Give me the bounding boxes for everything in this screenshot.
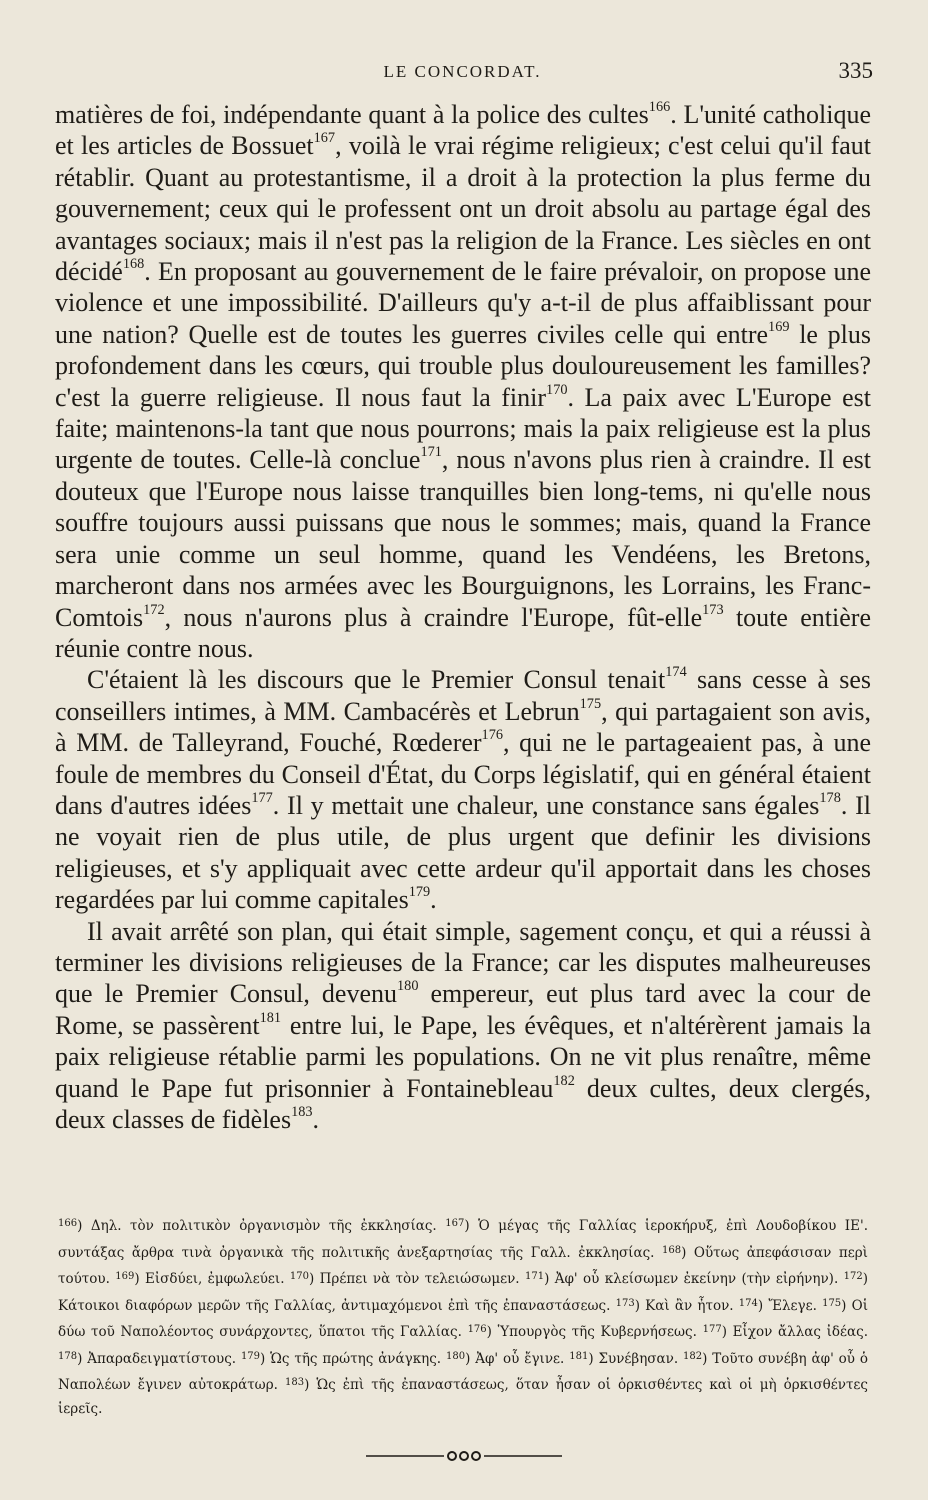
footnote-number: 168 (661, 1244, 682, 1256)
ornament-divider (0, 1448, 928, 1468)
text-run: . (430, 885, 437, 915)
footnote-text: ) Ὁ μέγας τῆς Γαλλίας ἱεροκήρυξ, ἐπὶ Λουδοβίκου ΙΕ'. συντάξας ἄρθρα τινὰ ὀργανικὰ τῆς πολιτικῆς ἀνεξαρτησίας τῆς Γαλλ. ἐκκλησίας. (58, 1218, 868, 1261)
footnote-ref: 169 (768, 318, 790, 335)
footnote-ref: 175 (579, 695, 602, 712)
footnote (525, 1271, 844, 1287)
running-title: LE CONCORDAT. (383, 62, 542, 81)
text-run: deux cultes, deux clergés, deux classes de fidèles (55, 1073, 871, 1134)
text-run: , voilà le vrai régime religieux; c'est celui qu'il faut rétablir. Quant au protestantisme, il a droit à la protection la plus ferme du gouvernement; ceux qui le professent ont un droit absolu au partage égal des avantages sociaux; mais il n'est pas la religion de la France. Les siècles en ont décidé (55, 131, 871, 287)
footnote (703, 1324, 868, 1340)
text-run: toute entière réunie contre nous. (55, 602, 871, 663)
footnote (468, 1324, 703, 1340)
footnote-text: ) Συνέβησαν. (588, 1350, 684, 1367)
text-run: . L'unité catholique et les articles de Bossuet (55, 100, 871, 161)
footnote-text: ) Ὡς τῆς πρώτης ἀνάγκης. (260, 1350, 446, 1367)
footnote-number: 172 (843, 1271, 863, 1282)
text-run: . Il ne voyait rien de plus utile, de plus urgent que definir les divisions religieuses, et s'y appliquait avec cette ardeur qu'il apportait dans les choses regardées par lui comme capitales (55, 790, 871, 915)
footnote-ref: 182 (553, 1072, 575, 1089)
footnote-number: 176 (467, 1324, 487, 1335)
footnote (739, 1298, 822, 1314)
footnote (290, 1271, 525, 1287)
page-header (52, 58, 873, 98)
footnote-number: 177 (702, 1324, 722, 1335)
footnote-ref: 183 (291, 1103, 313, 1120)
footnote-number: 183 (284, 1377, 305, 1388)
footnote-number: 175 (822, 1297, 842, 1309)
footnote-text: ) Οὕτως ἀπεφάσισαν περὶ τούτου. (58, 1244, 868, 1287)
text-run: matières de foi, indépendante quant à la police des cultes (55, 100, 649, 129)
footnote-number: 166 (58, 1218, 78, 1229)
footnote (446, 1351, 569, 1367)
footnote-text: ) Εἶχον ἄλλας ἰδέας. (721, 1324, 869, 1340)
text-run: . En proposant au gouvernement de le faire prévaloir, on propose une violence et une impossibilité. D'ailleurs qu'y a-t-il de plus affaiblissant pour une nation? Quelle est de toutes les guerres civiles celle qui entre (55, 257, 871, 349)
footnote-ref: 171 (420, 444, 442, 461)
footnote-text: ) Εἰσδύει, ἐμφωλεύει. (134, 1271, 290, 1287)
footnotes (58, 1212, 868, 1421)
footnote-text: ) Οἱ δύω τοῦ Ναπολέοντος συνάρχοντες, ὕπατοι τῆς Γαλλίας. (58, 1297, 869, 1340)
text-run: sans cesse à ses conseillers intimes, à MM. Cambacérès et Lebrun (55, 665, 871, 726)
footnote-ref: 177 (251, 789, 273, 806)
footnote-ref: 168 (122, 255, 145, 272)
footnote-ref: 176 (481, 726, 503, 743)
text-run: . Il y mettait une chaleur, une constance sans égales (272, 790, 820, 820)
paragraph (55, 99, 871, 664)
text-run: Il avait arrêté son plan, qui était simple, sagement conçu, et qui a réussi à terminer les divisions religieuses de la France; car les disputes malheureuses que le Premier Consul, devenu (55, 916, 871, 1009)
footnote-number: 173 (615, 1297, 635, 1309)
footnote-number: 179 (240, 1350, 261, 1362)
paragraph (55, 664, 871, 915)
text-run: . La paix avec L'Europe est faite; maintenons-la tant que nous pourrons; mais la paix religieuse est la plus urgente de toutes. Celle-là conclue (55, 382, 871, 475)
footnote-number: 167 (445, 1218, 465, 1229)
footnote-text: ) Κάτοικοι διαφόρων μερῶν τῆς Γαλλίας, ἀντιμαχόμενοι ἐπὶ τῆς ἐπαναστάσεως. (58, 1271, 868, 1314)
footnote-text: ) Ἀπαραδειγματίστους. (77, 1350, 241, 1367)
footnote-number: 180 (445, 1350, 466, 1362)
text-run: empereur, eut plus tard avec la cour de Rome, se passèrent (55, 979, 871, 1040)
footnote-ref: 166 (648, 98, 671, 115)
text-run: C'étaient là les discours que le Premier Consul tenait (87, 665, 666, 695)
text-run: , qui partagaient son avis, à MM. de Talleyrand, Fouché, Rœderer (55, 696, 871, 758)
footnote-text: ) Καὶ ἂν ἦτον. (634, 1297, 739, 1314)
text-run: le plus profondement dans les cœurs, qui trouble plus douloureusement les familles? c'est la guerre religieuse. Il nous faut la finir (55, 319, 871, 412)
main-text (55, 99, 871, 1135)
footnote (58, 1351, 241, 1367)
footnote-number: 170 (289, 1271, 309, 1282)
text-run: . (312, 1105, 320, 1134)
footnote (569, 1351, 683, 1367)
footnote-ref: 181 (259, 1009, 282, 1026)
footnote-number: 169 (115, 1271, 135, 1282)
footnote-text: ) Δηλ. τὸν πολιτικὸν ὀργανισμὸν τῆς ἐκκλησίας. (77, 1218, 446, 1234)
text-run: , nous n'avons plus rien à craindre. Il est douteux que l'Europe nous laisse tranquilles bien long-tems, ni qu'elle nous souffre toujours aussi puissans que nous le sommes; mais, quand la France sera unie comme un seul homme, quand les Vendéens, les Bretons, marcheront dans nos armées avec les Bourguignons, les Lorrains, les Franc-Comtois (55, 445, 871, 632)
footnote-ref: 178 (819, 789, 841, 806)
footnote-text: ) Ἀφ' οὗ κλείσωμεν ἐκείνην (τὴν εἰρήνην). (544, 1271, 844, 1287)
paragraph (55, 916, 871, 1136)
footnote-ref: 174 (665, 664, 687, 681)
footnote-text: ) Πρέπει νὰ τὸν τελειώσωμεν. (308, 1271, 525, 1287)
footnote-number: 171 (524, 1271, 545, 1282)
footnote (616, 1298, 739, 1314)
footnote-text: ) Ὡς ἐπὶ τῆς ἐπαναστάσεως, ὅταν ἦσαν οἱ ὁρκισθέντες καὶ οἱ μὴ ὁρκισθέντες ἱερεῖς. (58, 1377, 868, 1417)
text-run: , qui ne le partageaient pas, à une foule de membres du Conseil d'État, du Corps législatif, qui en général étaient dans d'autres idées (55, 728, 871, 820)
footnote-number: 174 (738, 1297, 758, 1309)
footnote-ref: 172 (143, 601, 165, 618)
footnote-number: 182 (683, 1350, 703, 1362)
text-run: entre lui, le Pape, les évêques, et n'altérèrent jamais la paix religieuse rétablie parmi les populations. On ne vit plus renaître, même quand le Pape fut prisonnier à Fontainebleau (55, 1010, 871, 1103)
footnote-ref: 180 (397, 978, 419, 995)
footnote-ref: 167 (313, 130, 336, 147)
footnote-text: ) Τοῦτο συνέβη ἀφ' οὗ ὁ Ναπολέων ἔγινεν αὐτοκράτωρ. (58, 1350, 869, 1393)
footnote-ref: 179 (408, 884, 431, 901)
page-number: 335 (838, 58, 873, 83)
footnote-number: 178 (58, 1350, 78, 1362)
footnote (115, 1271, 290, 1287)
text-run: , nous n'aurons plus à craindre l'Europe, fût-elle (164, 602, 703, 632)
footnote (241, 1351, 446, 1367)
footnote-text: ) Ὑπουργὸς τῆς Κυβερνήσεως. (486, 1324, 703, 1340)
footnote (58, 1218, 445, 1234)
footnote-text: ) Ἔλεγε. (757, 1297, 823, 1314)
footnote-ref: 173 (702, 601, 724, 618)
footnote-text: ) Ἀφ' οὗ ἔγινε. (465, 1350, 570, 1367)
footnote-number: 181 (569, 1350, 589, 1362)
ornament-icon (364, 1448, 564, 1464)
footnote-ref: 170 (546, 381, 568, 398)
